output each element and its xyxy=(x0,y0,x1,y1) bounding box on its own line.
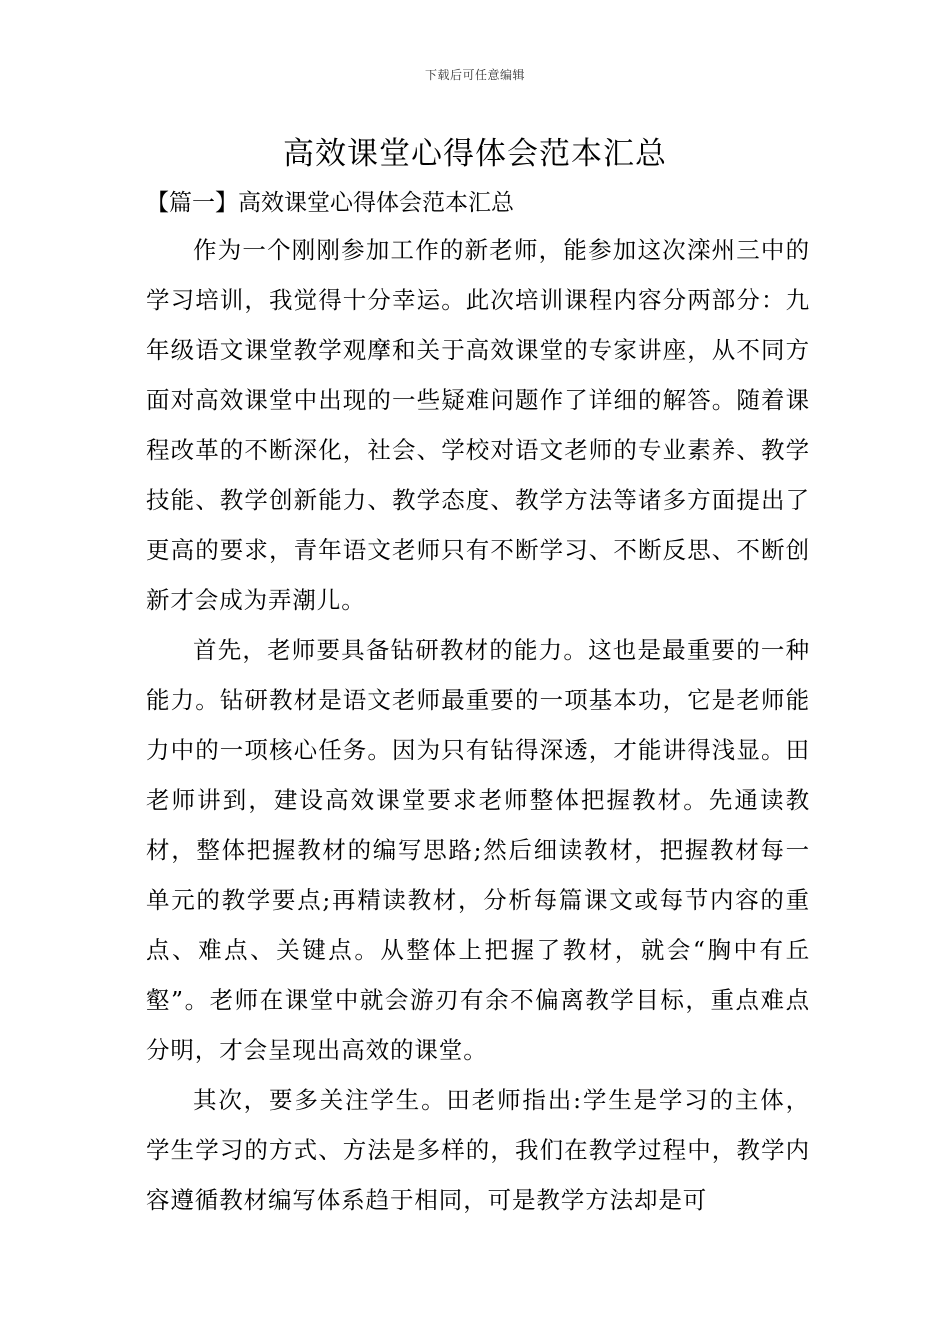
document-title: 高效课堂心得体会范本汇总 xyxy=(283,136,667,172)
paragraph-3: 其次，要多关注学生。田老师指出:学生是学习的主体，学生学习的方式、方法是多样的，我们在教学过程中，教学内容遵循教材编写体系趋于相同，可是教学方法却是可 xyxy=(146,1086,810,1214)
paragraph-1: 作为一个刚刚参加工作的新老师，能参加这次滦州三中的学习培训，我觉得十分幸运。此次培训课程内容分两部分：九年级语文课堂教学观摩和关于高效课堂的专家讲座，从不同方面对高效课堂中出现的一些疑难问题作了详细的解答。随着课程改革的不断深化，社会、学校对语文老师的专业素养、教学技能、教学创新能力、教学态度、教学方法等诸多方面提出了更高的要求，青年语文老师只有不断学习、不断反思、不断创新才会成为弄潮儿。 xyxy=(146,236,810,614)
section-heading: 【篇一】高效课堂心得体会范本汇总 xyxy=(146,190,514,216)
document-body xyxy=(146,225,810,1225)
header-note: 下载后可任意编辑 xyxy=(424,68,525,82)
paragraph-2: 首先，老师要具备钻研教材的能力。这也是最重要的一种能力。钻研教材是语文老师最重要的一项基本功，它是老师能力中的一项核心任务。因为只有钻得深透，才能讲得浅显。田老师讲到，建设高效课堂要求老师整体把握教材。先通读教材，整体把握教材的编写思路;然后细读教材，把握教材每一单元的教学要点;再精读教材，分析每篇课文或每节内容的重点、难点、关键点。从整体上把握了教材，就会“胸中有丘壑”。老师在课堂中就会游刃有余不偏离教学目标，重点难点分明，才会呈现出高效的课堂。 xyxy=(146,636,810,1064)
